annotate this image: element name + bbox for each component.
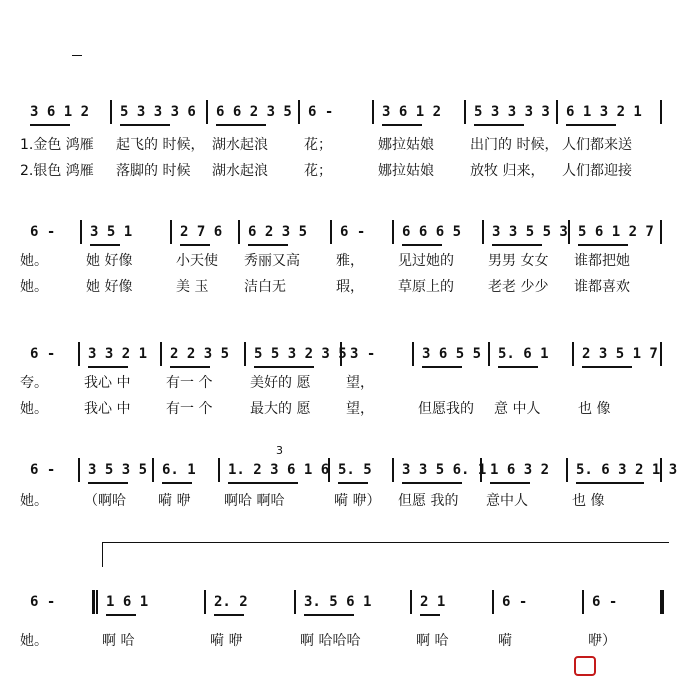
beam-underline xyxy=(106,614,136,616)
barline xyxy=(372,100,374,124)
measure-notes: 5. 5 xyxy=(338,462,372,478)
barline xyxy=(80,220,82,244)
measure-notes: 6 6 6 5 xyxy=(402,224,462,240)
barline xyxy=(170,220,172,244)
beam-underline xyxy=(338,482,368,484)
lyric-text: 意中人 xyxy=(486,493,528,509)
measure-notes: 6 - xyxy=(340,224,366,240)
measure-notes: 6 - xyxy=(592,594,618,610)
barline xyxy=(110,100,112,124)
lyric-text: 小天使 xyxy=(176,253,218,269)
lyric-text: 她。 xyxy=(20,279,48,295)
barline xyxy=(392,458,394,482)
lyric-text: 花； xyxy=(304,137,332,153)
measure-notes: 2 2 3 5 xyxy=(170,346,230,362)
barline xyxy=(218,458,220,482)
beam-underline xyxy=(490,482,530,484)
lyric-text: 雅， xyxy=(336,253,364,269)
lyric-text: 美 玉 xyxy=(176,279,209,295)
lyric-text: 但愿我的 xyxy=(418,401,474,417)
measure-notes: 5 3 3 3 3 xyxy=(474,104,550,120)
beam-underline xyxy=(382,124,422,126)
lyric-text: 嗬 xyxy=(498,633,512,649)
lyric-text: 也 像 xyxy=(578,401,611,417)
measure-notes: 6 - xyxy=(30,346,56,362)
beam-underline xyxy=(228,482,298,484)
measure-notes: 6 - xyxy=(30,594,56,610)
measure-notes: 3 5 1 xyxy=(90,224,133,240)
beam-underline xyxy=(216,124,266,126)
measure-notes: 6 - xyxy=(502,594,528,610)
lyric-text: 2.银色 鸿雁 xyxy=(20,163,94,179)
beam-underline xyxy=(90,244,120,246)
barline xyxy=(582,590,584,614)
barline xyxy=(244,342,246,366)
measure-notes: 3 - xyxy=(350,346,376,362)
beam-underline xyxy=(420,614,440,616)
lyric-text: 男男 女女 xyxy=(488,253,549,269)
measure-notes: 3 6 5 5 xyxy=(422,346,482,362)
lyric-text: 啊 哈 xyxy=(416,633,449,649)
barline xyxy=(660,220,662,244)
measure-notes: 3 3 5 5 3 xyxy=(492,224,568,240)
beam-underline xyxy=(304,614,354,616)
barline xyxy=(568,220,570,244)
lyric-text: 起飞的 时候， xyxy=(116,137,205,153)
lyric-text: 见过她的 xyxy=(398,253,454,269)
lyric-text: 娜拉姑娘 xyxy=(378,137,434,153)
beam-underline xyxy=(88,366,128,368)
lyric-text: 有一 个 xyxy=(166,401,213,417)
beam-underline xyxy=(582,366,632,368)
lyric-text: 1.金色 鸿雁 xyxy=(20,137,94,153)
beam-underline xyxy=(254,366,314,368)
barline xyxy=(660,100,662,124)
lyric-text: 花； xyxy=(304,163,332,179)
beam-underline xyxy=(214,614,244,616)
lyric-text: 秀丽又高 xyxy=(244,253,300,269)
beam-underline xyxy=(162,482,192,484)
barline xyxy=(660,590,664,614)
lyric-text: 她 好像 xyxy=(86,253,133,269)
measure-notes: 3. 5 6 1 xyxy=(304,594,372,610)
barline xyxy=(566,458,568,482)
lyric-text: 落脚的 时候 xyxy=(116,163,191,179)
lyric-text: 洁白无 xyxy=(244,279,286,295)
lyric-text: 美好的 愿 xyxy=(250,375,311,391)
measure-notes: 6 - xyxy=(308,104,334,120)
barline xyxy=(298,100,300,124)
lyric-text: 但愿 我的 xyxy=(398,493,459,509)
lyric-text: 谁都喜欢 xyxy=(574,279,630,295)
lyric-text: 有一 个 xyxy=(166,375,213,391)
lyric-text: 人们都来送 xyxy=(562,137,632,153)
barline xyxy=(152,458,154,482)
lyric-text: 瑕， xyxy=(336,279,364,295)
lyric-text: 草原上的 xyxy=(398,279,454,295)
lyric-text: 嗬 咿 xyxy=(210,633,243,649)
lyric-text: 放牧 归来， xyxy=(470,163,545,179)
measure-notes: 6 - xyxy=(30,462,56,478)
barline xyxy=(410,590,412,614)
measure-notes: 3 3 5 6. 1 xyxy=(402,462,487,478)
beam-underline xyxy=(576,482,644,484)
ending-bracket xyxy=(102,542,669,567)
beam-underline xyxy=(422,366,462,368)
lyric-text: 望， xyxy=(346,401,374,417)
lyric-text: 人们都迎接 xyxy=(562,163,632,179)
measure-notes: 6 1 3 2 1 xyxy=(566,104,642,120)
barline xyxy=(660,342,662,366)
lyric-text: 最大的 愿 xyxy=(250,401,311,417)
lyric-text: 啊 哈哈哈 xyxy=(300,633,361,649)
measure-notes: 3 3 2 1 xyxy=(88,346,148,362)
barline xyxy=(294,590,296,614)
lyric-text: 谁都把她 xyxy=(574,253,630,269)
measure-notes: 1. 2 3 6 1 6 xyxy=(228,462,330,478)
barline xyxy=(488,342,490,366)
barline xyxy=(238,220,240,244)
measure-notes: 5. 6 1 xyxy=(498,346,549,362)
barline xyxy=(482,220,484,244)
beam-underline xyxy=(30,124,70,126)
barline xyxy=(392,220,394,244)
beam-underline xyxy=(170,366,210,368)
measure-notes: 6 2 3 5 xyxy=(248,224,308,240)
measure-notes: 5. 6 3 2 1 3 xyxy=(576,462,678,478)
barline xyxy=(96,590,98,614)
lyric-text: 她。 xyxy=(20,493,48,509)
beam-underline xyxy=(578,244,628,246)
lyric-text: 啊 哈 xyxy=(102,633,135,649)
measure-notes: 2 7 6 xyxy=(180,224,223,240)
repeat-barline xyxy=(92,590,95,614)
lyric-text: 湖水起浪 xyxy=(212,163,268,179)
beam-underline xyxy=(88,482,128,484)
lyric-text: 她。 xyxy=(20,253,48,269)
barline xyxy=(78,458,80,482)
lyric-text: 也 像 xyxy=(572,493,605,509)
measure-notes: 2 3 5 1 7 xyxy=(582,346,658,362)
lyric-text: 意 中人 xyxy=(494,401,541,417)
beam-underline xyxy=(566,124,616,126)
lyric-text: 我心 中 xyxy=(84,375,131,391)
beam-underline xyxy=(492,244,542,246)
barline xyxy=(160,342,162,366)
lyric-text: 啊哈 啊哈 xyxy=(224,493,285,509)
barline xyxy=(492,590,494,614)
lyric-text: 嗬 咿） xyxy=(334,493,381,509)
lyric-text: 她。 xyxy=(20,401,48,417)
lyric-text: 望， xyxy=(346,375,374,391)
measure-notes: 3 6 1 2 xyxy=(30,104,90,120)
measure-notes: 3 6 1 2 xyxy=(382,104,442,120)
measure-notes: 6 - xyxy=(30,224,56,240)
measure-notes: 5 5 3 2 3 5 xyxy=(254,346,347,362)
lyric-text: 她。 xyxy=(20,633,48,649)
lyric-text: 咿） xyxy=(588,633,616,649)
beam-underline xyxy=(120,124,170,126)
beam-underline xyxy=(498,366,538,368)
beam-underline xyxy=(402,244,442,246)
beam-underline xyxy=(180,244,210,246)
lyric-text: 我心 中 xyxy=(84,401,131,417)
lyric-text: 娜拉姑娘 xyxy=(378,163,434,179)
measure-notes: 1 6 1 xyxy=(106,594,149,610)
time-signature xyxy=(72,54,82,57)
measure-notes: 6. 1 xyxy=(162,462,196,478)
barline xyxy=(206,100,208,124)
beam-underline xyxy=(248,244,288,246)
measure-notes: 5 6 1 2 7 xyxy=(578,224,654,240)
barline xyxy=(78,342,80,366)
barline xyxy=(464,100,466,124)
lyric-text: 嗬 咿 xyxy=(158,493,191,509)
measure-notes: 2. 2 xyxy=(214,594,248,610)
site-logo xyxy=(574,656,600,676)
lyric-text: （啊哈 xyxy=(84,493,126,509)
measure-notes: 5 3 3 3 6 xyxy=(120,104,196,120)
tuplet-mark: 3 xyxy=(276,444,283,457)
barline xyxy=(412,342,414,366)
beam-underline xyxy=(402,482,462,484)
barline xyxy=(330,220,332,244)
lyric-text: 湖水起浪 xyxy=(212,137,268,153)
measure-notes: 6 6 2 3 5 xyxy=(216,104,292,120)
barline xyxy=(204,590,206,614)
logo-icon xyxy=(574,656,596,676)
measure-notes: 3 5 3 5 xyxy=(88,462,148,478)
lyric-text: 老老 少少 xyxy=(488,279,549,295)
measure-notes: 1 6 3 2 xyxy=(490,462,550,478)
beam-underline xyxy=(474,124,524,126)
lyric-text: 她 好像 xyxy=(86,279,133,295)
measure-notes: 2 1 xyxy=(420,594,446,610)
lyric-text: 出门的 时候， xyxy=(470,137,559,153)
barline xyxy=(556,100,558,124)
lyric-text: 夸。 xyxy=(20,375,48,391)
barline xyxy=(572,342,574,366)
